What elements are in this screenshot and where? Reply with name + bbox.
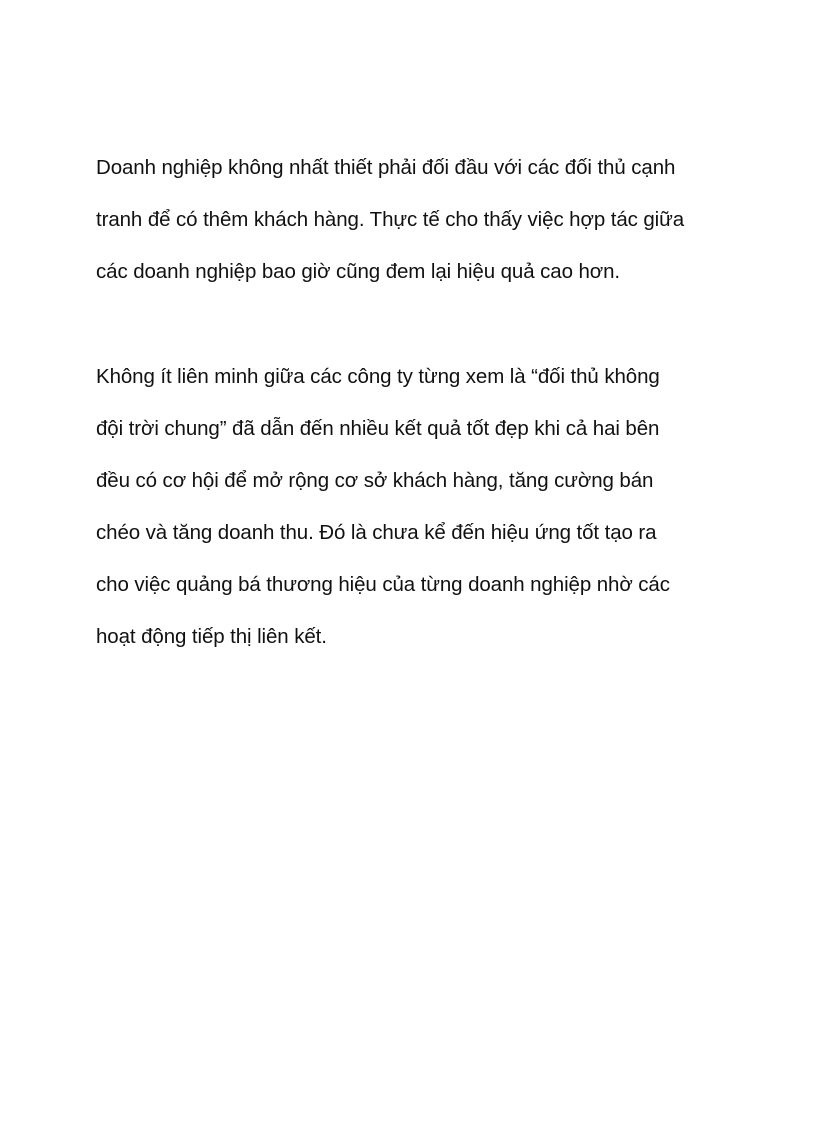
text-line: chéo và tăng doanh thu. Đó là chưa kể đến hiệu ứng tốt tạo ra [96,521,657,544]
text-line: Doanh nghiệp không nhất thiết phải đối đầu với các đối thủ cạnh [96,156,676,179]
text-line: hoạt động tiếp thị liên kết. [96,625,327,648]
text-line: đội trời chung” đã dẫn đến nhiều kết quả tốt đẹp khi cả hai bên [96,417,660,440]
text-line: các doanh nghiệp bao giờ cũng đem lại hiệu quả cao hơn. [96,260,621,283]
text-line: cho việc quảng bá thương hiệu của từng doanh nghiệp nhờ các [96,573,670,596]
text-line: đều có cơ hội để mở rộng cơ sở khách hàng, tăng cường bán [96,469,654,492]
text-line: Không ít liên minh giữa các công ty từng xem là “đối thủ không [96,365,660,388]
text-line: tranh để có thêm khách hàng. Thực tế cho thấy việc hợp tác giữa [96,208,685,231]
